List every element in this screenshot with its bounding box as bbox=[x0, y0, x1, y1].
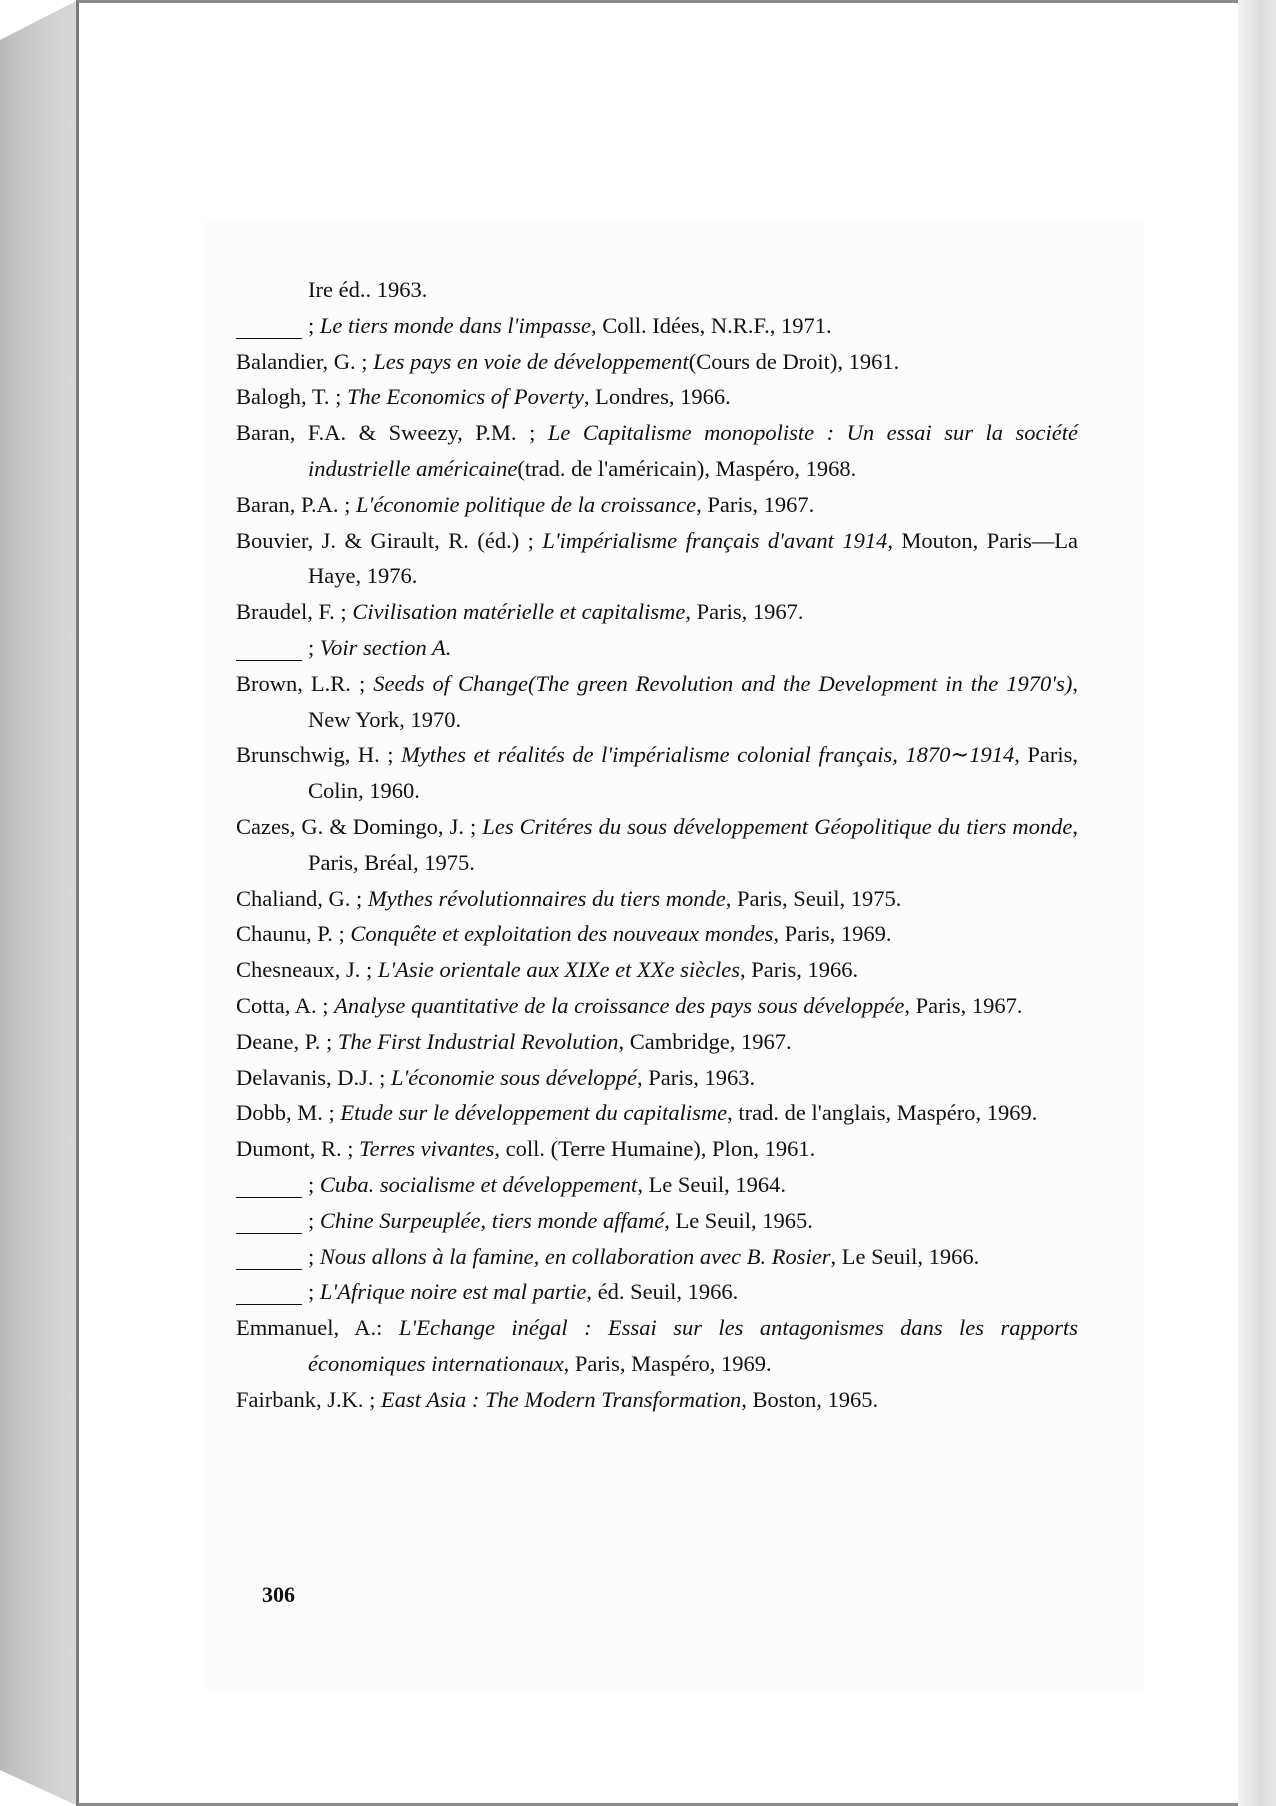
bibliography-entry: ; Cuba. socialisme et développement, Le Seuil, 1964. bbox=[236, 1167, 1078, 1203]
bibliography-entry: Dumont, R. ; Terres vivantes, coll. (Terre Humaine), Plon, 1961. bbox=[236, 1136, 816, 1162]
bibliography-entry: Dobb, M. ; Etude sur le développement du capitalisme, trad. de l'anglais, Maspéro, 1969. bbox=[236, 1100, 1038, 1126]
continuation-line: Ire éd.. 1963. bbox=[308, 277, 428, 302]
bibliography-entry: Chaunu, P. ; Conquête et exploitation des nouveaux mondes, Paris, 1969. bbox=[236, 921, 892, 947]
bibliography-entry: Chesneaux, J. ; L'Asie orientale aux XIXe et XXe siècles, Paris, 1966. bbox=[236, 957, 859, 983]
repeat-author-dash bbox=[236, 330, 302, 339]
bibliography-entry: Balandier, G. ; Les pays en voie de développement(Cours de Droit), 1961. bbox=[236, 348, 900, 374]
bibliography-entry: Bouvier, J. & Girault, R. (éd.) ; L'impérialisme français d'avant 1914, Mouton, Paris—La Haye, 1976. bbox=[236, 527, 1078, 589]
bibliography-entry: Cazes, G. & Domingo, J. ; Les Critéres du sous développement Géopolitique du tiers monde, Paris, Bréal, 1975. bbox=[236, 813, 1078, 875]
bibliography-entry: Deane, P. ; The First Industrial Revolution, Cambridge, 1967. bbox=[236, 1028, 792, 1054]
bibliography-entry: ; Nous allons à la famine, en collaboration avec B. Rosier, Le Seuil, 1966. bbox=[236, 1239, 1078, 1275]
book-spine bbox=[0, 0, 80, 1806]
repeat-author-dash bbox=[236, 652, 302, 661]
bibliography-entry: Delavanis, D.J. ; L'économie sous développé, Paris, 1963. bbox=[236, 1064, 756, 1090]
bibliography-entry: Chaliand, G. ; Mythes révolutionnaires du tiers monde, Paris, Seuil, 1975. bbox=[236, 885, 902, 911]
page-top-edge bbox=[78, 0, 1238, 3]
bibliography-entry: Braudel, F. ; Civilisation matérielle et capitalisme, Paris, 1967. bbox=[236, 599, 804, 625]
bibliography-entry: Balogh, T. ; The Economics of Poverty, Londres, 1966. bbox=[236, 384, 731, 410]
bibliography bbox=[236, 272, 1078, 1418]
bibliography-entry: ; Le tiers monde dans l'impasse, Coll. Idées, N.R.F., 1971. bbox=[236, 308, 1078, 344]
bibliography-entry: Baran, P.A. ; L'économie politique de la croissance, Paris, 1967. bbox=[236, 491, 815, 517]
repeat-author-dash bbox=[236, 1189, 302, 1198]
repeat-author-dash bbox=[236, 1296, 302, 1305]
bibliography-entry: ; Voir section A. bbox=[236, 630, 1078, 666]
bibliography-entry: Brunschwig, H. ; Mythes et réalités de l'impérialisme colonial français, 1870∼1914, Paris, Colin, 1960. bbox=[236, 742, 1078, 804]
bibliography-entry: ; L'Afrique noire est mal partie, éd. Seuil, 1966. bbox=[236, 1274, 1078, 1310]
bibliography-entry: Baran, F.A. & Sweezy, P.M. ; Le Capitalisme monopoliste : Un essai sur la société industrielle américaine(trad. de l'américain), Maspéro, 1968. bbox=[236, 420, 1078, 481]
repeat-author-dash bbox=[236, 1261, 302, 1270]
bibliography-entry: Emmanuel, A.: L'Echange inégal : Essai sur les antagonismes dans les rapports économiques internationaux, Paris, Maspéro, 1969. bbox=[236, 1315, 1079, 1376]
page-number: 306 bbox=[262, 1582, 295, 1607]
page-right-shadow bbox=[1238, 0, 1276, 1806]
repeat-author-dash bbox=[236, 1225, 302, 1234]
bibliography-entry: Cotta, A. ; Analyse quantitative de la croissance des pays sous développée, Paris, 1967. bbox=[236, 992, 1023, 1018]
bibliography-entry: ; Chine Surpeuplée, tiers monde affamé, Le Seuil, 1965. bbox=[236, 1203, 1078, 1239]
bibliography-entry: Fairbank, J.K. ; East Asia : The Modern Transformation, Boston, 1965. bbox=[236, 1386, 879, 1412]
bibliography-entry: Brown, L.R. ; Seeds of Change(The green Revolution and the Development in the 1970's), New York, 1970. bbox=[236, 670, 1078, 732]
